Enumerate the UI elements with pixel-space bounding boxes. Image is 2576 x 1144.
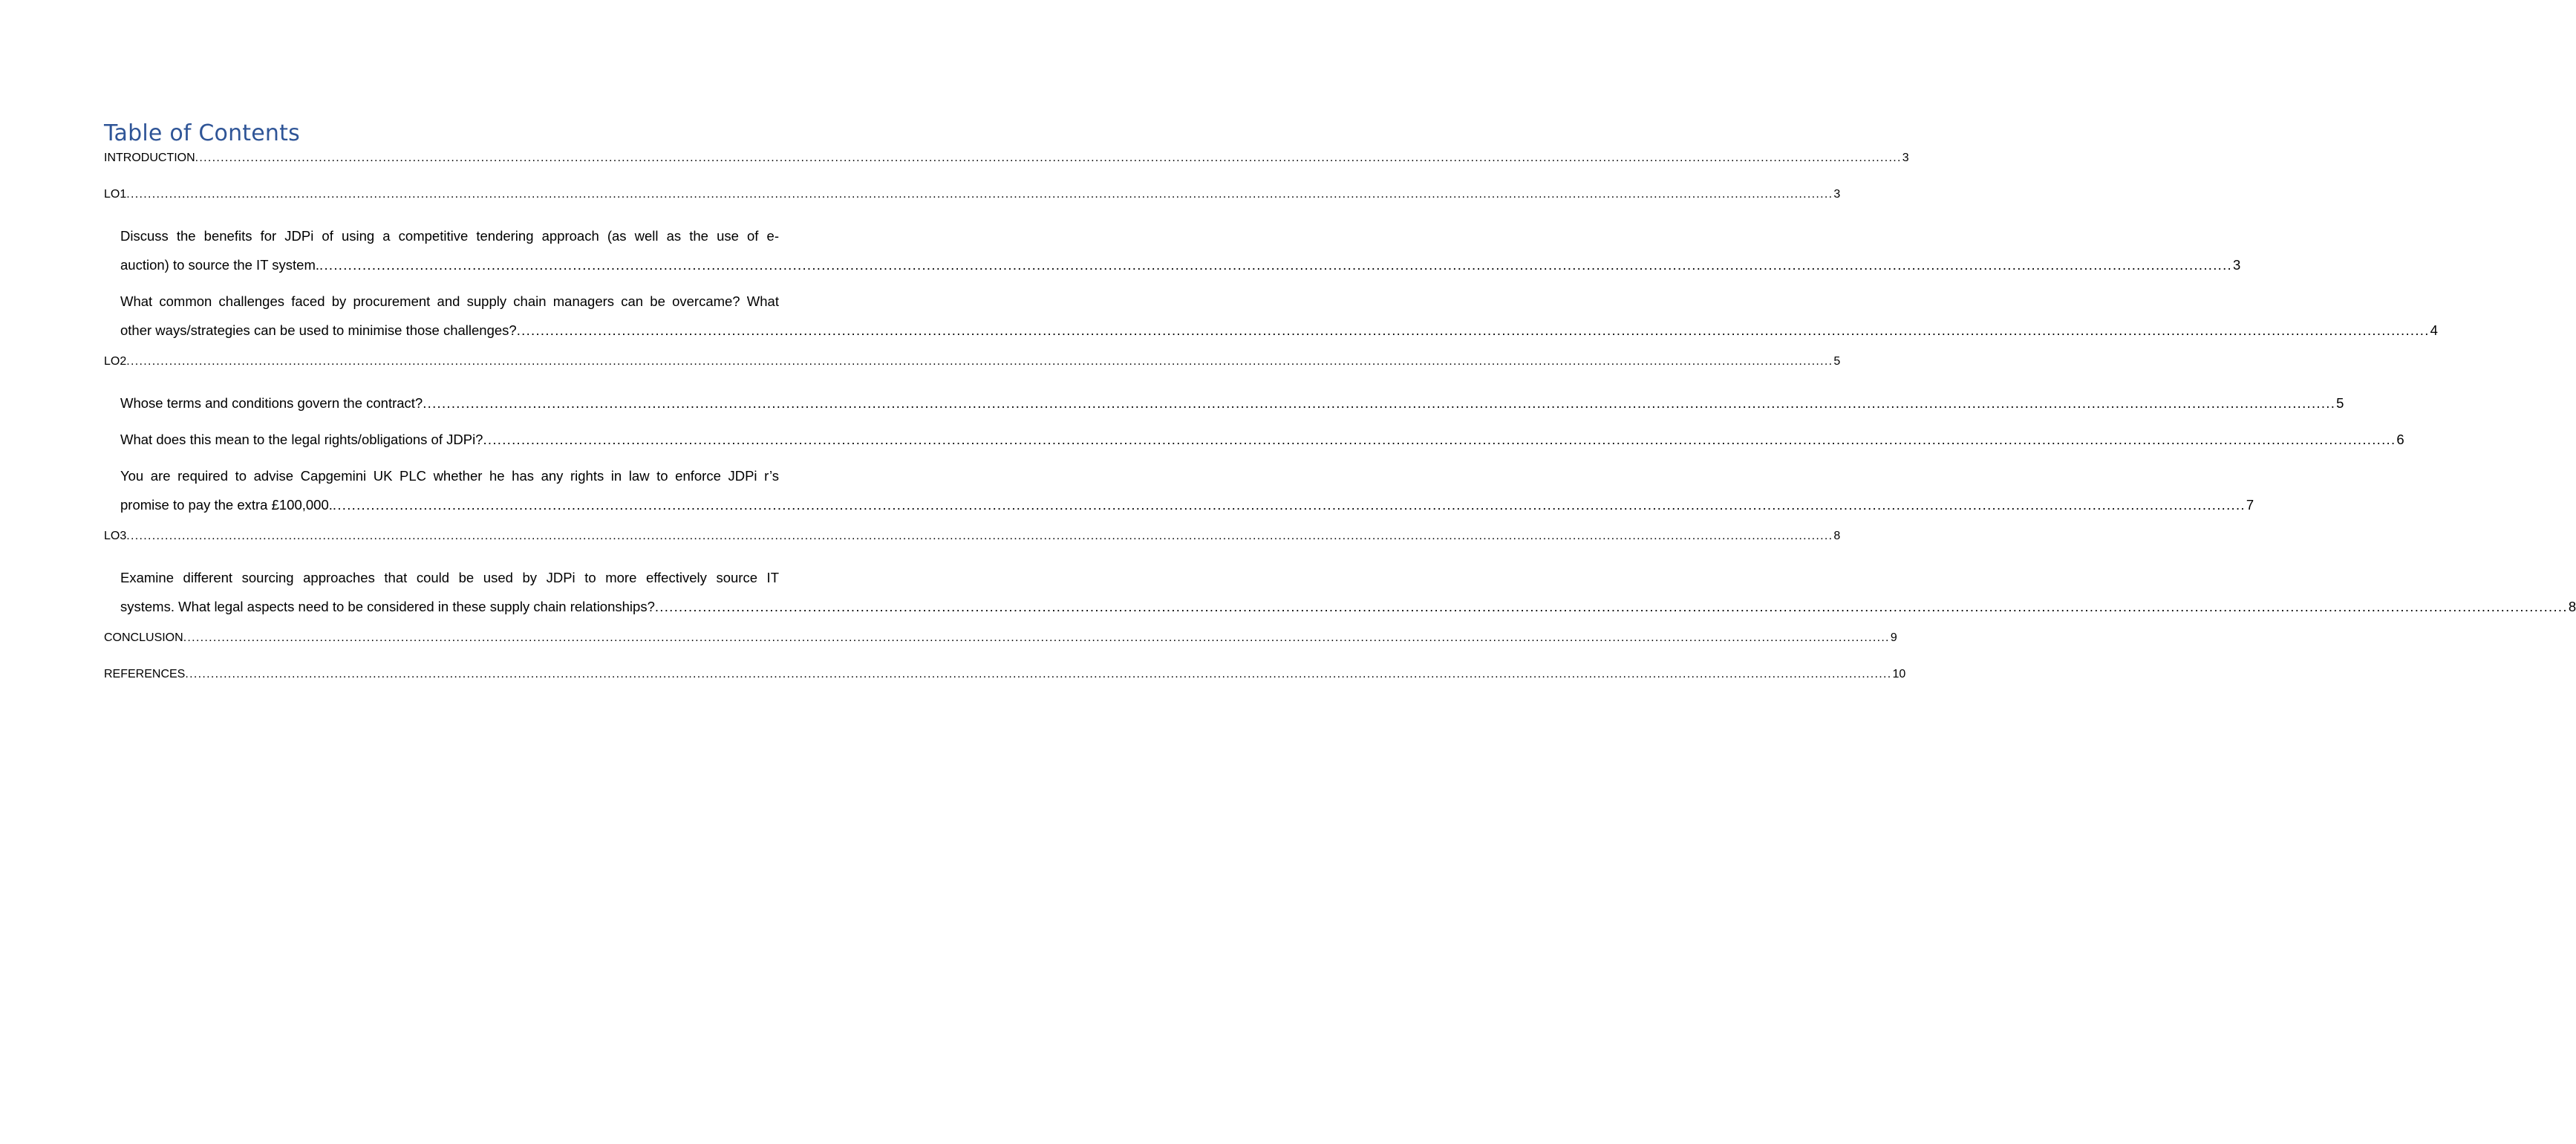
toc-entry[interactable]: [104, 149, 1909, 167]
toc-entry-line: [120, 490, 2254, 519]
dot-leader: ................................................................................................................................................................................................................................................................................................................................................................................................................: [483, 432, 2396, 447]
toc-entry[interactable]: [104, 287, 2438, 345]
toc-entry-text: LO3: [104, 530, 127, 542]
toc-page-number: 8: [1833, 530, 1841, 542]
dot-leader: ................................................................................................................................................................................................................................................................................................................................................................................................................: [126, 355, 1833, 368]
toc-entry-line: [120, 389, 2344, 417]
toc-entry[interactable]: [104, 665, 1906, 683]
toc-entry-text: What does this mean to the legal rights/obligations of JDPi?: [120, 432, 483, 447]
toc-page-number: 7: [2246, 497, 2254, 513]
toc-entry-text: promise to pay the extra £100,000.: [120, 497, 333, 513]
toc-entry-link[interactable]: [104, 665, 1906, 683]
toc-entry-line: What common challenges faced by procurement and supply chain managers can be overcame? What: [120, 293, 779, 309]
dot-leader: ................................................................................................................................................................................................................................................................................................................................................................................................................: [126, 188, 1833, 201]
toc-entry-line: You are required to advise Capgemini UK PLC whether he has any rights in law to enforce JDPi r’s: [120, 468, 779, 484]
dot-leader: ................................................................................................................................................................................................................................................................................................................................................................................................................: [183, 631, 1890, 644]
toc-entry-line: [104, 149, 1909, 167]
toc-entry-link[interactable]: [120, 287, 2438, 345]
toc-entry[interactable]: [104, 221, 2241, 279]
toc-entry-line: [104, 185, 1841, 204]
toc-entry-link[interactable]: [120, 389, 2344, 417]
toc-entry-text: REFERENCES: [104, 668, 186, 680]
toc-page-number: 3: [1902, 152, 1909, 164]
toc-entry-text: systems. What legal aspects need to be considered in these supply chain relationships?: [120, 599, 655, 614]
toc-entry-text: LO2: [104, 355, 127, 368]
toc-entry-line: Examine different sourcing approaches that could be used by JDPi to more effectively source IT: [120, 570, 779, 585]
toc-entry[interactable]: [104, 185, 1841, 204]
toc-page-number: 4: [2430, 322, 2438, 338]
toc-entry-line: [120, 425, 2404, 454]
toc-entry-line: [104, 665, 1906, 683]
toc-entry-text: INTRODUCTION: [104, 152, 195, 164]
dot-leader: ................................................................................................................................................................................................................................................................................................................................................................................................................: [654, 599, 2568, 614]
toc-title: Table of Contents: [104, 120, 300, 146]
toc-entry-text: CONCLUSION: [104, 631, 183, 644]
toc-page-number: 6: [2396, 432, 2404, 447]
toc-entry-line: [120, 592, 2576, 621]
dot-leader: ................................................................................................................................................................................................................................................................................................................................................................................................................: [423, 395, 2336, 411]
toc-list: [104, 149, 2576, 683]
toc-page-number: 3: [1833, 188, 1841, 201]
toc-entry-link[interactable]: [104, 352, 1841, 371]
toc-entry-line: [120, 250, 2241, 279]
toc-entry[interactable]: [104, 527, 1841, 545]
toc-entry-line: Discuss the benefits for JDPi of using a competitive tendering approach (as well as the use of e-: [120, 228, 779, 244]
dot-leader: ................................................................................................................................................................................................................................................................................................................................................................................................................: [516, 322, 2430, 338]
dot-leader: ................................................................................................................................................................................................................................................................................................................................................................................................................: [195, 152, 1902, 164]
toc-entry[interactable]: [104, 352, 1841, 371]
toc-entry-line: [104, 628, 1897, 647]
dot-leader: ................................................................................................................................................................................................................................................................................................................................................................................................................: [332, 497, 2246, 513]
toc-entry-line: [104, 527, 1841, 545]
toc-page-number: 5: [1833, 355, 1841, 368]
document-page: [104, 119, 2576, 701]
toc-entry-link[interactable]: [120, 563, 2576, 621]
toc-entry-text: Whose terms and conditions govern the contract?: [120, 395, 423, 411]
toc-entry[interactable]: [104, 389, 2344, 417]
dot-leader: ................................................................................................................................................................................................................................................................................................................................................................................................................: [185, 668, 1892, 680]
toc-entry-line: [120, 316, 2438, 345]
toc-entry-link[interactable]: [104, 185, 1841, 204]
toc-entry[interactable]: [104, 425, 2404, 454]
dot-leader: ................................................................................................................................................................................................................................................................................................................................................................................................................: [126, 530, 1833, 542]
toc-page-number: 8: [2568, 599, 2576, 614]
toc-entry-text: LO1: [104, 188, 127, 201]
toc-entry-text: auction) to source the IT system.: [120, 257, 320, 273]
toc-entry-link[interactable]: [120, 221, 2241, 279]
toc-page-number: 10: [1892, 668, 1906, 680]
toc-page-number: 5: [2336, 395, 2344, 411]
toc-entry-link[interactable]: [104, 527, 1841, 545]
toc-page-number: 9: [1890, 631, 1897, 644]
toc-entry-link[interactable]: [120, 425, 2404, 454]
toc-entry-text: other ways/strategies can be used to minimise those challenges?: [120, 322, 517, 338]
toc-entry[interactable]: [104, 628, 1897, 647]
dot-leader: ................................................................................................................................................................................................................................................................................................................................................................................................................: [319, 257, 2232, 273]
toc-entry-link[interactable]: [104, 628, 1897, 647]
toc-entry-link[interactable]: [120, 461, 2254, 519]
toc-entry[interactable]: [104, 563, 2576, 621]
toc-page-number: 3: [2232, 257, 2241, 273]
toc-entry-line: [104, 352, 1841, 371]
toc-entry[interactable]: [104, 461, 2254, 519]
toc-entry-link[interactable]: [104, 149, 1909, 167]
